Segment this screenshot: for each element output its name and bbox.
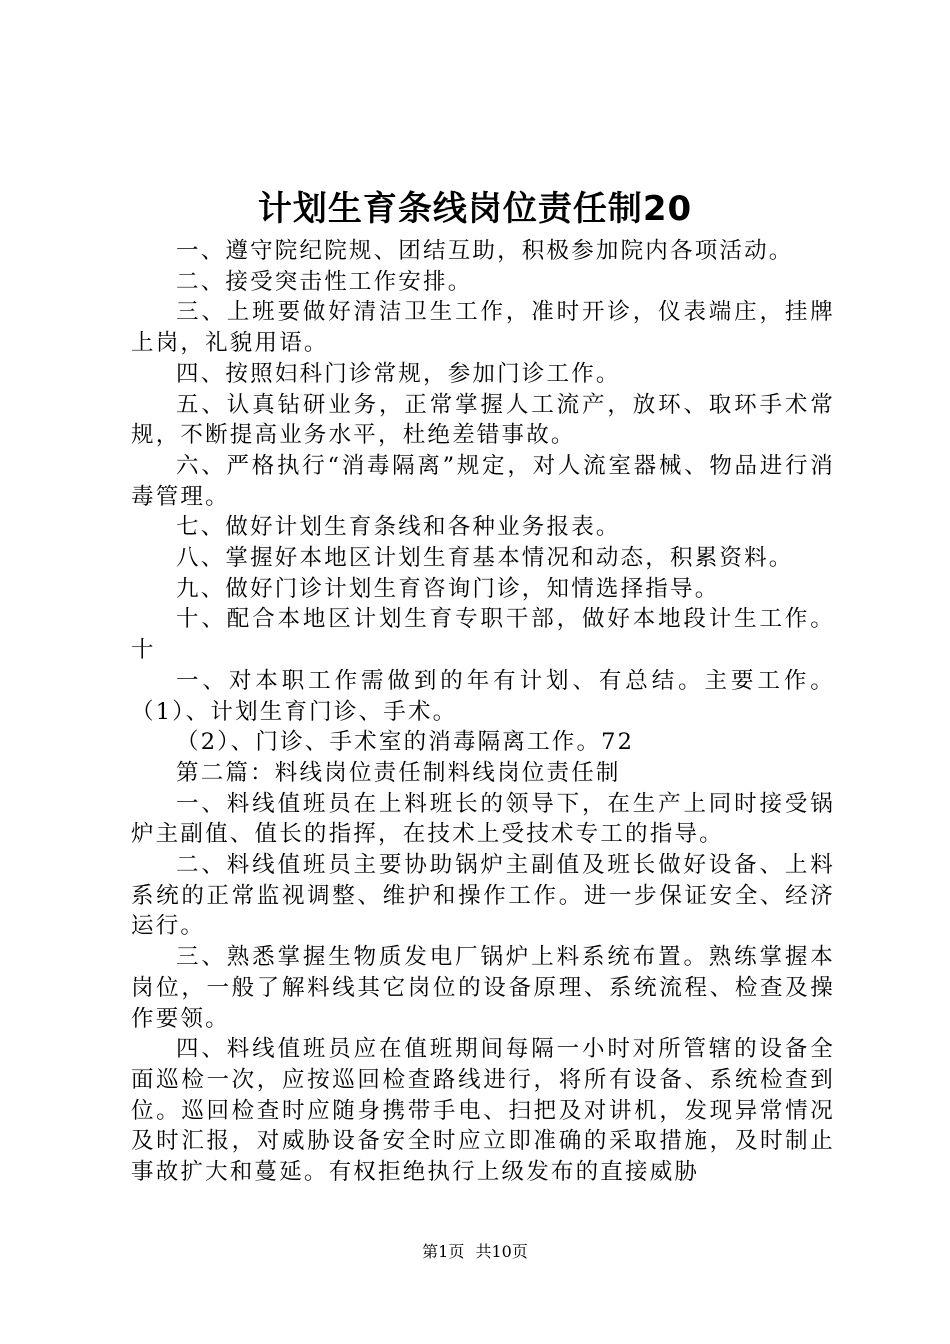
document-title: 计划生育条线岗位责任制20	[257, 189, 693, 229]
document-body	[131, 236, 835, 1188]
paragraph-2: 二、接受突击性工作安排。	[176, 268, 473, 295]
page-number: 第1页	[422, 1242, 465, 1261]
paragraph-8: 八、掌握好本地区计划生育基本情况和动态，积累资料。	[176, 545, 794, 572]
paragraph-7: 七、做好计划生育条线和各种业务报表。	[176, 514, 621, 541]
paragraph-1: 一、遵守院纪院规、团结互助，积极参加院内各项活动。	[176, 238, 794, 264]
paragraph-5: 五、认真钻研业务，正常掌握人工流产，放环、取环手术常规，不断提高业务水平，杜绝差错事故。	[131, 391, 835, 449]
paragraph-17: 四、料线值班员应在值班期间每隔一小时对所管辖的设备全面巡检一次，应按巡回检查路线进行，将所有设备、系统检查到位。巡回检查时应随身携带手电、扫把及对讲机，发现异常情况及时汇报，对威胁设备安全时应立即准确的采取措施，及时制止事故扩大和蔓延。有权拒绝执行上级发布的直接威胁	[131, 1036, 835, 1186]
paragraph-3: 三、上班要做好清洁卫生工作，准时开诊，仪表端庄，挂牌上岗，礼貌用语。	[131, 299, 835, 357]
paragraph-14: 一、料线值班员在上料班长的领导下，在生产上同时接受锅炉主副值、值长的指挥，在技术上受技术专工的指导。	[131, 790, 835, 848]
paragraph-11: 一、对本职工作需做到的年有计划、有总结。主要工作。（1）、计划生育门诊、手术。	[131, 667, 835, 725]
paragraph-10: 十、配合本地区计划生育专职干部，做好本地段计生工作。十	[131, 606, 835, 664]
paragraph-6: 六、严格执行“消毒隔离”规定，对人流室器械、物品进行消毒管理。	[131, 452, 835, 510]
paragraph-13-section-heading: 第二篇：料线岗位责任制料线岗位责任制	[176, 759, 621, 786]
paragraph-16: 三、熟悉掌握生物质发电厂锅炉上料系统布置。熟练掌握本岗位，一般了解料线其它岗位的设备原理、系统流程、检查及操作要领。	[131, 944, 835, 1032]
page-footer	[0, 1240, 950, 1264]
page-total: 共10页	[475, 1242, 528, 1261]
paragraph-12: （2）、门诊、手术室的消毒隔离工作。72	[176, 729, 635, 756]
paragraph-15: 二、料线值班员主要协助锅炉主副值及班长做好设备、上料系统的正常监视调整、维护和操作工作。进一步保证安全、经济运行。	[131, 852, 835, 940]
paragraph-4: 四、按照妇科门诊常规，参加门诊工作。	[176, 360, 621, 387]
paragraph-9: 九、做好门诊计划生育咨询门诊，知情选择指导。	[176, 575, 720, 602]
